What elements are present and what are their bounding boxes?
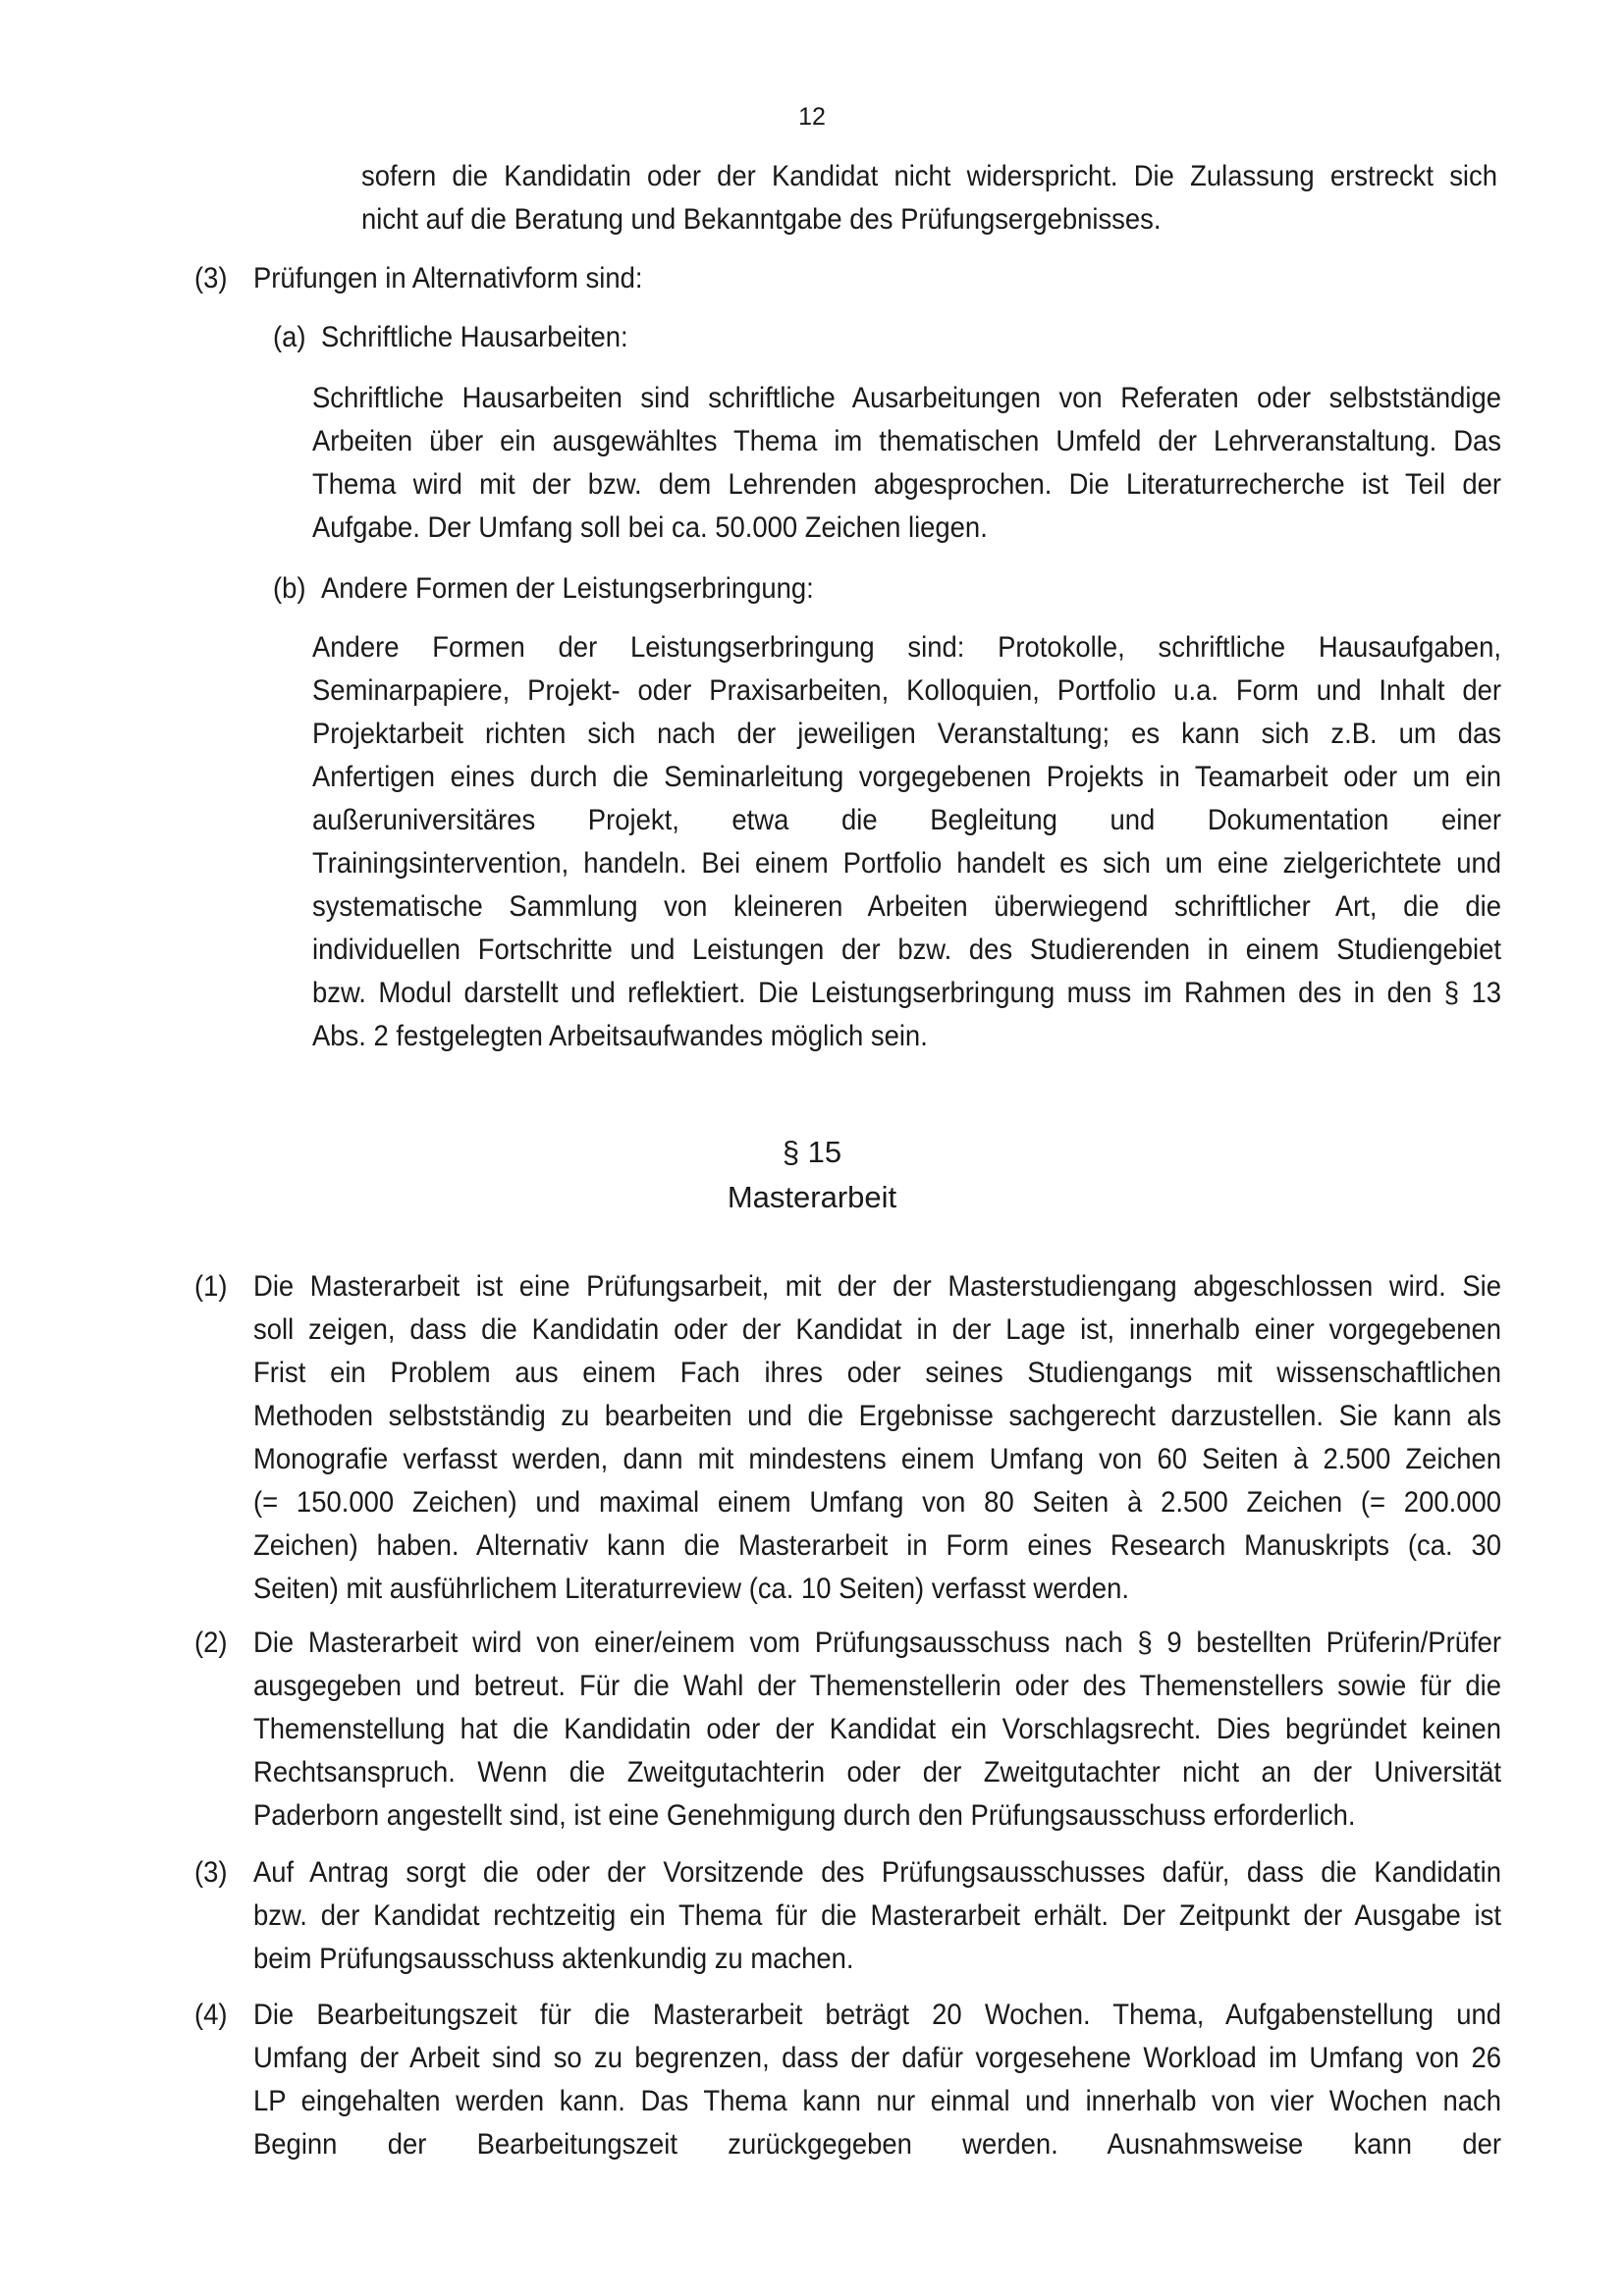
item-number: (3): [194, 1856, 228, 1889]
text-line: Themenstellung hat die Kandidatin oder der Kandidat ein Vorschlagsrecht. Dies begründet keinen: [253, 1713, 1501, 1745]
hausarbeiten-paragraph: [312, 377, 1501, 550]
text-line: soll zeigen, dass die Kandidatin oder der Kandidat in der Lage ist, innerhalb einer vorgegebenen: [253, 1313, 1501, 1346]
text-line: Thema wird mit der bzw. dem Lehrenden abgesprochen. Die Literaturrecherche ist Teil der: [312, 468, 1501, 501]
masterarbeit-paragraph-2: [253, 1622, 1501, 1838]
leistungserbringung-paragraph: [312, 626, 1501, 1058]
text-line: Schriftliche Hausarbeiten sind schriftliche Ausarbeitungen von Referaten oder selbstständige: [312, 382, 1501, 414]
text-line: bzw. Modul darstellt und reflektiert. Die Leistungserbringung muss im Rahmen des in den § 13: [312, 977, 1501, 1009]
text-line: nicht auf die Beratung und Bekanntgabe des Prüfungsergebnisses.: [361, 203, 1162, 236]
text-line: Projektarbeit richten sich nach der jeweiligen Veranstaltung; es kann sich z.B. um das: [312, 718, 1501, 750]
item-number: (1): [194, 1270, 228, 1303]
text-line: LP eingehalten werden kann. Das Thema kann nur einmal und innerhalb von vier Wochen nach: [253, 2085, 1501, 2117]
text-line: Frist ein Problem aus einem Fach ihres oder seines Studiengangs mit wissenschaftlichen: [253, 1357, 1501, 1389]
text-line: systematische Sammlung von kleineren Arbeiten überwiegend schriftlicher Art, die die: [312, 890, 1501, 923]
text-line: Arbeiten über ein ausgewähltes Thema im thematischen Umfeld der Lehrveranstaltung. Das: [312, 425, 1501, 457]
text-line: Seminarpapiere, Projekt- oder Praxisarbeiten, Kolloquien, Portfolio u.a. Form und Inhalt der: [312, 674, 1501, 707]
text-line: Die Masterarbeit wird von einer/einem vom Prüfungsausschuss nach § 9 bestellten Prüferin/Prüfer: [253, 1627, 1501, 1659]
text-line: Auf Antrag sorgt die oder der Vorsitzende des Prüfungsausschusses dafür, dass die Kandidatin: [253, 1856, 1501, 1889]
subitem-title: Schriftliche Hausarbeiten:: [321, 321, 628, 353]
text-line: Die Masterarbeit ist eine Prüfungsarbeit, mit der der Masterstudiengang abgeschlossen wird. Sie: [253, 1270, 1501, 1303]
subitem-label: (b): [273, 572, 306, 605]
text-line: (= 150.000 Zeichen) und maximal einem Umfang von 80 Seiten à 2.500 Zeichen (= 200.000: [253, 1486, 1501, 1519]
text-line: Paderborn angestellt sind, ist eine Genehmigung durch den Prüfungsausschuss erforderlich.: [253, 1799, 1356, 1832]
text-line: Beginn der Bearbeitungszeit zurückgegeben werden. Ausnahmsweise kann der: [253, 2128, 1501, 2161]
text-line: individuellen Fortschritte und Leistungen der bzw. des Studierenden in einem Studiengebiet: [312, 934, 1501, 966]
text-line: Trainingsintervention, handeln. Bei einem Portfolio handelt es sich um eine zielgerichtete und: [312, 847, 1501, 880]
masterarbeit-paragraph-1: [253, 1265, 1501, 1611]
section-title: Masterarbeit: [727, 1180, 897, 1214]
text-line: Abs. 2 festgelegten Arbeitsaufwandes möglich sein.: [312, 1020, 928, 1052]
text-line: Rechtsanspruch. Wenn die Zweitgutachterin oder der Zweitgutachter nicht an der Universität: [253, 1756, 1501, 1789]
text-line: Andere Formen der Leistungserbringung sind: Protokolle, schriftliche Hausaufgaben,: [312, 631, 1501, 664]
item-number: (3): [194, 262, 228, 294]
text-line: Zeichen) haben. Alternativ kann die Masterarbeit in Form eines Research Manuskripts (ca. 30: [253, 1529, 1501, 1562]
subitem-label: (a): [273, 321, 306, 353]
text-line: Methoden selbstständig zu bearbeiten und die Ergebnisse sachgerecht darzustellen. Sie kann als: [253, 1400, 1501, 1432]
text-line: Monografie verfasst werden, dann mit mindestens einem Umfang von 60 Seiten à 2.500 Zeichen: [253, 1443, 1501, 1475]
text-line: Die Bearbeitungszeit für die Masterarbeit beträgt 20 Wochen. Thema, Aufgabenstellung und: [253, 1999, 1501, 2031]
section-sign-heading: § 15: [782, 1135, 842, 1169]
text-line: Seiten) mit ausführlichem Literaturreview (ca. 10 Seiten) verfasst werden.: [253, 1573, 1130, 1605]
intro-paragraph: [361, 155, 1497, 241]
item-title: Prüfungen in Alternativform sind:: [253, 262, 643, 294]
page-number: 12: [798, 103, 826, 131]
item-number: (4): [194, 1999, 228, 2031]
text-line: Umfang der Arbeit sind so zu begrenzen, dass der dafür vorgesehene Workload im Umfang von 26: [253, 2042, 1501, 2074]
text-line: Anfertigen eines durch die Seminarleitung vorgegebenen Projekts in Teamarbeit oder um ein: [312, 761, 1501, 793]
text-line: bzw. der Kandidat rechtzeitig ein Thema für die Masterarbeit erhält. Der Zeitpunkt der Ausgabe ist: [253, 1899, 1501, 1932]
item-number: (2): [194, 1627, 228, 1659]
text-line: außeruniversitäres Projekt, etwa die Begleitung und Dokumentation einer: [312, 804, 1501, 836]
text-line: Aufgabe. Der Umfang soll bei ca. 50.000 Zeichen liegen.: [312, 511, 988, 544]
subitem-title: Andere Formen der Leistungserbringung:: [321, 572, 814, 605]
masterarbeit-paragraph-4: [253, 1994, 1501, 2166]
masterarbeit-paragraph-3: [253, 1851, 1501, 1981]
text-line: sofern die Kandidatin oder der Kandidat nicht widerspricht. Die Zulassung erstreckt sich: [361, 160, 1497, 192]
text-line: beim Prüfungsausschuss aktenkundig zu machen.: [253, 1943, 854, 1975]
text-line: ausgegeben und betreut. Für die Wahl der Themenstellerin oder des Themenstellers sowie für die: [253, 1670, 1501, 1702]
